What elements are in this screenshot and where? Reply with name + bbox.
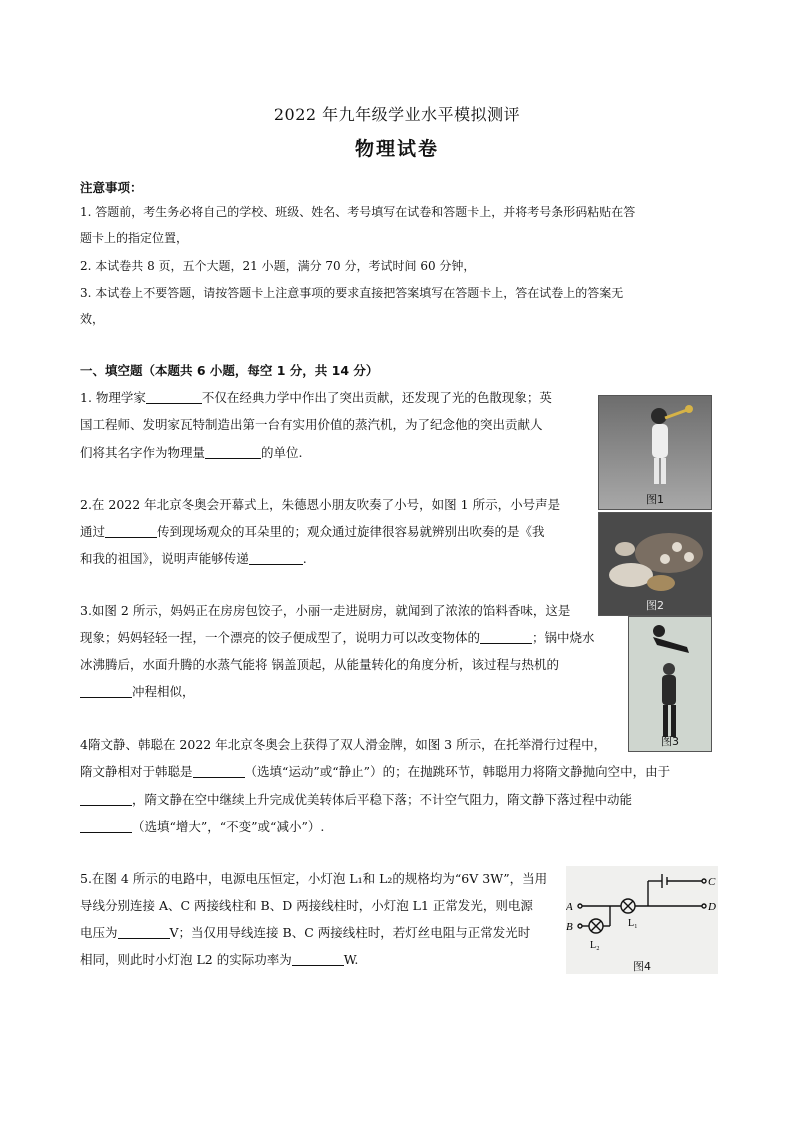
figure-3-caption: 图3 <box>661 735 679 748</box>
terminal-a-label: A <box>566 901 573 913</box>
q3-text: 现象；妈妈轻轻一捏，一个漂亮的饺子便成型了，说明力可以改变物体的 <box>80 630 481 645</box>
q5-text: W. <box>343 952 359 967</box>
answer-blank <box>118 924 170 939</box>
q4-text: （选填“增大”，“不变”或“减小”）. <box>132 819 325 834</box>
q4-text: ，隋文静在空中继续上升完成优美转体后平稳下落；不计空气阻力，隋文静下落过程中动能 <box>132 792 633 807</box>
q2-text: 传到现场观众的耳朵里的；观众通过旋律很容易就辨别出吹奏的是《我 <box>157 524 545 539</box>
figure-2-photo <box>598 512 712 616</box>
note-item-3-line-2: 效， <box>80 312 105 326</box>
question-1-line-1 <box>80 384 552 411</box>
terminal-d-label: D <box>708 901 716 913</box>
figure-4-caption: 图4 <box>633 960 651 973</box>
q1-text: 1. 物理学家 <box>80 390 146 405</box>
q4-text: 隋文静相对于韩聪是 <box>80 764 193 779</box>
lamp-l2-label: L₂ <box>590 940 600 951</box>
question-4-line-4 <box>80 813 324 840</box>
answer-blank <box>292 951 344 966</box>
figure-skaters-image <box>629 617 711 751</box>
question-3-line-4 <box>80 678 195 705</box>
q1-text: 的单位. <box>261 445 303 460</box>
question-4-line-3 <box>80 786 632 813</box>
exam-subject-title: 物理试卷 <box>354 138 439 160</box>
question-3-line-1: 3.如图 2 所示，妈妈正在房房包饺子，小丽一走进厨房，就闻到了浓浓的馅料香味，这是 <box>80 603 571 618</box>
question-2-line-1: 2.在 2022 年北京冬奥会开幕式上，朱德恩小朋友吹奏了小号，如图 1 所示，小号声是 <box>80 497 561 512</box>
answer-blank <box>480 629 532 644</box>
answer-blank <box>80 791 132 806</box>
q2-text: 通过 <box>80 524 106 539</box>
answer-blank <box>205 444 261 459</box>
note-item-1-line-2: 题卡上的指定位置， <box>80 231 189 245</box>
answer-blank <box>80 818 132 833</box>
exam-title: 2022 年九年级学业水平模拟测评 <box>273 105 521 124</box>
section-1-heading: 一、填空题（本题共 6 小题，每空 1 分，共 14 分） <box>80 363 379 378</box>
question-3-line-3: 冰沸腾后，水面升腾的水蒸气能将 锅盖顶起，从能量转化的角度分析，该过程与热机的 <box>80 657 559 672</box>
question-1-line-3 <box>80 439 303 466</box>
question-3-line-2 <box>80 624 595 651</box>
answer-blank <box>105 523 157 538</box>
terminal-c-label: C <box>708 876 716 888</box>
question-1-line-2: 国工程师、发明家瓦特制造出第一台有实用价值的蒸汽机，为了纪念他的突出贡献人 <box>80 417 543 432</box>
figure-4-circuit <box>566 866 718 974</box>
q3-text: 冲程相似， <box>132 684 195 699</box>
note-item-2: 2. 本试卷共 8 页，五个大题，21 小题，满分 70 分，考试时间 60 分钟， <box>80 259 476 273</box>
answer-blank <box>249 550 303 565</box>
note-item-1-line-1: 1. 答题前，考生务必将自己的学校、班级、姓名、考号填写在试卷和答题卡上，并将考号条形码粘贴在答 <box>80 205 636 219</box>
answer-blank <box>193 763 245 778</box>
figure-3-photo <box>628 616 712 752</box>
q4-text: （选填“运动”或“静止”）的；在抛跳环节，韩聪用力将隋文静抛向空中，由于 <box>244 764 671 779</box>
question-2-line-3 <box>80 545 307 572</box>
circuit-diagram <box>566 866 718 958</box>
answer-blank <box>146 389 202 404</box>
q5-text: V；当仅用导线连接 B、C 两接线柱时，若灯丝电阻与正常发光时 <box>169 925 531 940</box>
q5-text: 电压为 <box>80 925 118 940</box>
q1-text: 们将其名字作为物理量 <box>80 445 206 460</box>
question-4-line-2 <box>80 758 670 785</box>
lamp-l1-label: L₁ <box>628 918 638 929</box>
note-item-3-line-1: 3. 本试卷上不要答题，请按答题卡上注意事项的要求直接把答案填写在答题卡上，答在试卷上的答案无 <box>80 286 624 300</box>
q2-text: . <box>302 551 307 566</box>
question-5-line-1: 5.在图 4 所示的电路中，电源电压恒定，小灯泡 L₁和 L₂的规格均为“6V 3W”，当用 <box>80 871 548 886</box>
terminal-b-label: B <box>566 921 573 933</box>
q2-text: 和我的祖国》，说明声能够传递 <box>80 551 249 566</box>
question-2-line-2 <box>80 518 545 545</box>
figure-2-caption: 图2 <box>646 599 664 612</box>
figure-1-photo <box>598 395 712 510</box>
question-5-line-3 <box>80 919 530 946</box>
question-5-line-2: 导线分别连接 A、C 两接线柱和 B、D 两接线柱时，小灯泡 L1 正常发光，则电源 <box>80 898 533 913</box>
q5-text: 相同，则此时小灯泡 L2 的实际功率为 <box>80 952 292 967</box>
figure-1-caption: 图1 <box>646 493 664 506</box>
q1-text: 不仅在经典力学中作出了突出贡献，还发现了光的色散现象；英 <box>201 390 552 405</box>
answer-blank <box>80 683 132 698</box>
notes-heading: 注意事项： <box>80 180 143 195</box>
question-5-line-4 <box>80 946 358 973</box>
question-4-line-1: 4隋文静、韩聪在 2022 年北京冬奥会上获得了双人滑金牌，如图 3 所示，在托举滑行过程中， <box>80 737 607 752</box>
q3-text: ；锅中烧水 <box>532 630 595 645</box>
